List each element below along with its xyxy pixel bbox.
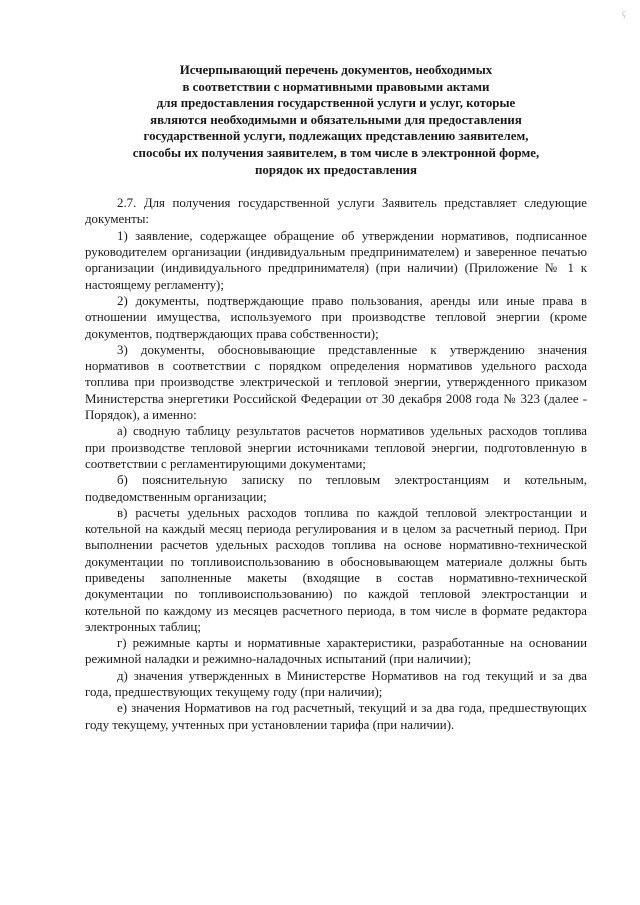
paragraph-item-d: д) значения утвержденных в Министерстве Нормативов на год текущий и за два года, предшествующих текущему году (при наличии); — [85, 668, 587, 700]
paragraph-item-v: в) расчеты удельных расходов топлива по каждой тепловой электростанции и котельной на каждый месяц периода регулирования и в целом за расчетный период. При выполнении расчетов удельных расходов топлива на основе нормативно-технической документации по топливоиспользованию в обосновывающем материале должны быть приведены заполненные макеты (входящие в состав нормативно-технической документации по топливоиспользованию) по каждой тепловой электростанции и котельной по каждому из месяцев расчетного периода, в том числе в формате редактора электронных таблиц; — [85, 505, 587, 634]
title-line: Исчерпывающий перечень документов, необходимых — [179, 63, 493, 77]
document-page — [85, 62, 587, 733]
document-body — [85, 195, 587, 733]
paragraph-item-1: 1) заявление, содержащее обращение об утверждении нормативов, подписанное руководителем организации (индивидуальным предпринимателем) и заверенное печатью организации (индивидуального предпринимателя) (при наличии) (Приложение № 1 к настоящему регламенту); — [85, 228, 587, 292]
paragraph-item-g: г) режимные карты и нормативные характеристики, разработанные на основании режимной наладки и режимно-наладочных испытаний (при наличии); — [85, 636, 587, 667]
paragraph-intro: 2.7. Для получения государственной услуги Заявитель представляет следующие документы: — [85, 196, 587, 227]
paragraph-item-e: е) значения Нормативов на год расчетный, текущий и за два года, предшествующих году текущему, учтенных при установлении тарифа (при наличии). — [85, 701, 587, 732]
title-line: являются необходимыми и обязательными для предоставления — [150, 112, 522, 127]
title-line: способы их получения заявителем, в том числе в электронной форме, — [132, 145, 540, 160]
paragraph-item-b: б) пояснительную записку по тепловым электростанциям и котельным, подведомственным организации; — [85, 473, 587, 504]
paragraph-item-a: а) сводную таблицу результатов расчетов нормативов удельных расходов топлива при производстве тепловой энергии источниками тепловой энергии, подготовленную в соответствии с регламентирующими документами; — [85, 424, 587, 471]
paragraph-item-2: 2) документы, подтверждающие право пользования, аренды или иные права в отношении имущества, используемого при производстве тепловой энергии (кроме документов, подтверждающих права собственности); — [85, 293, 587, 341]
corner-mark: ç — [622, 8, 626, 18]
title-line: порядок их предоставления — [254, 162, 418, 177]
document-title — [85, 62, 587, 178]
title-line: для предоставления государственной услуги и услуг, которые — [156, 96, 516, 111]
title-line: в соответствии с нормативными правовыми актами — [182, 79, 490, 94]
paragraph-item-3: 3) документы, обосновывающие представленные к утверждению значения нормативов в соответствии с порядком определения нормативов удельного расхода топлива при производстве электрической и тепловой энергии, утвержденного приказом Министерства энергетики Российской Федерации от 30 декабря 2008 года № 323 (далее - Порядок), а именно: — [85, 342, 587, 423]
title-line: государственной услуги, подлежащих представлению заявителем, — [143, 129, 529, 144]
